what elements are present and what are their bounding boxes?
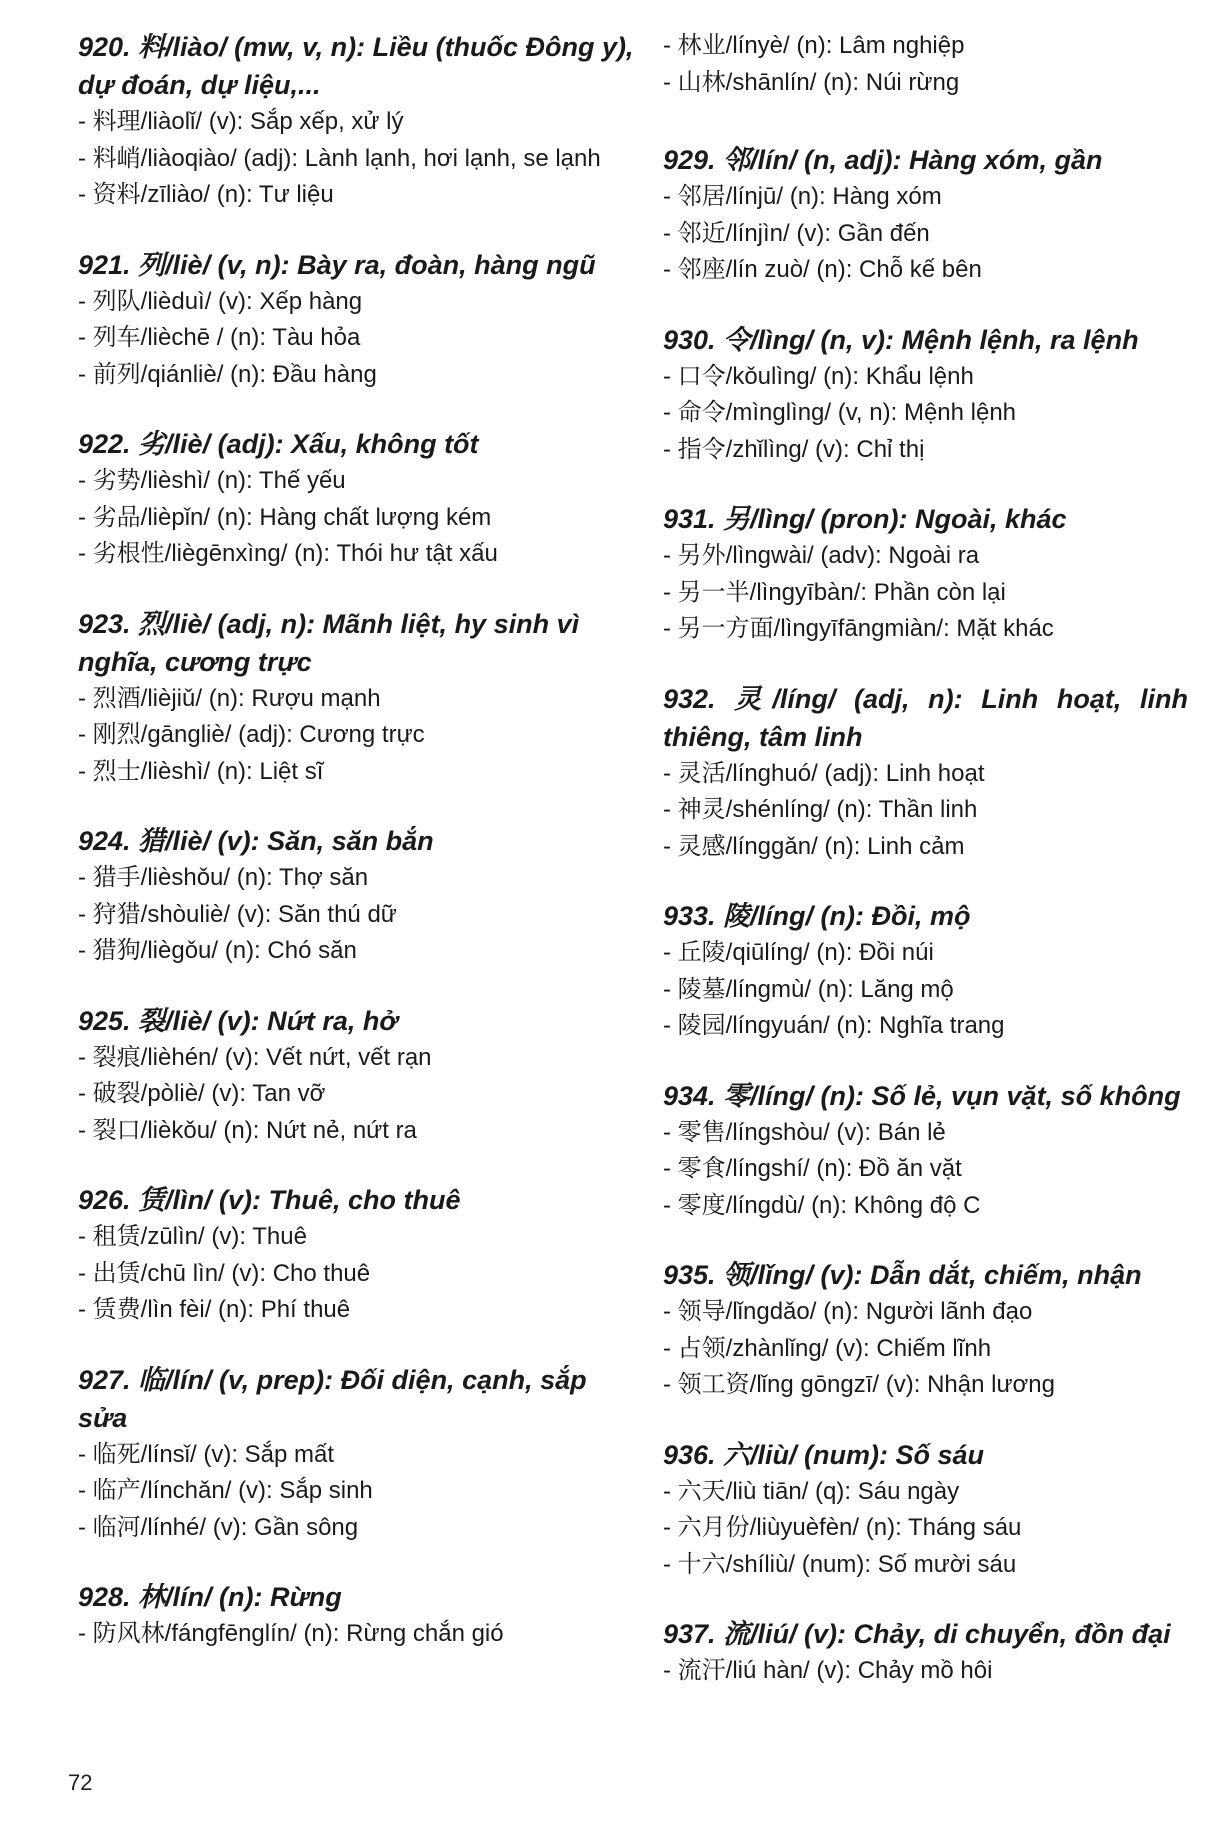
entry-headword: 932. 灵/líng/ (adj, n): Linh hoạt, linh thiêng, tâm linh [663, 683, 1188, 752]
example-list [663, 1115, 1188, 1225]
entry-931 [663, 500, 1188, 648]
example-list [78, 1616, 643, 1653]
right-column [663, 28, 1188, 1722]
example-item: - 零售/língshòu/ (v): Bán lẻ [663, 1115, 1188, 1152]
entry-headword: 937. 流/liú/ (v): Chảy, di chuyển, đồn đại [663, 1619, 1171, 1649]
example-item: - 料理/liàolǐ/ (v): Sắp xếp, xử lý [78, 104, 643, 141]
entry-headword: 922. 劣/liè/ (adj): Xấu, không tốt [78, 429, 479, 459]
example-list [78, 104, 643, 214]
example-item: - 劣品/lièpǐn/ (n): Hàng chất lượng kém [78, 500, 643, 537]
example-item: - 猎手/lièshǒu/ (n): Thợ săn [78, 860, 643, 897]
example-item: - 占领/zhànlǐng/ (v): Chiếm lĩnh [663, 1331, 1188, 1368]
example-list [663, 756, 1188, 866]
entry-924 [78, 822, 643, 970]
example-item: - 狩猎/shòuliè/ (v): Săn thú dữ [78, 897, 643, 934]
entry-920 [78, 28, 643, 214]
example-list [663, 1474, 1188, 1584]
example-item: - 领导/lǐngdǎo/ (n): Người lãnh đạo [663, 1294, 1188, 1331]
entry-923 [78, 605, 643, 791]
example-item: - 列队/lièduì/ (v): Xếp hàng [78, 284, 643, 321]
example-item: - 陵墓/língmù/ (n): Lăng mộ [663, 972, 1188, 1009]
example-item: - 山林/shānlín/ (n): Núi rừng [663, 65, 1188, 102]
example-item: - 破裂/pòliè/ (v): Tan vỡ [78, 1076, 643, 1113]
example-list [78, 860, 643, 970]
entry-929 [663, 141, 1188, 289]
example-item: - 丘陵/qiūlíng/ (n): Đồi núi [663, 935, 1188, 972]
example-list [663, 538, 1188, 648]
entry-926 [78, 1181, 643, 1329]
entry-933 [663, 897, 1188, 1045]
entry-928 [78, 1578, 643, 1653]
entry-headword: 923. 烈/liè/ (adj, n): Mãnh liệt, hy sinh vì nghĩa, cương trực [78, 608, 580, 677]
example-item: - 出赁/chū lìn/ (v): Cho thuê [78, 1256, 643, 1293]
example-item: - 六月份/liùyuèfèn/ (n): Tháng sáu [663, 1510, 1188, 1547]
example-item: - 列车/lièchē / (n): Tàu hỏa [78, 320, 643, 357]
entry-headword: 928. 林/lín/ (n): Rừng [78, 1582, 342, 1612]
example-list [663, 935, 1188, 1045]
example-item: - 领工资/lǐng gōngzī/ (v): Nhận lương [663, 1367, 1188, 1404]
entry-headword: 921. 列/liè/ (v, n): Bày ra, đoàn, hàng ngũ [78, 249, 596, 280]
example-list [78, 284, 643, 394]
example-list [663, 1294, 1188, 1404]
example-item: - 灵活/línghuó/ (adj): Linh hoạt [663, 756, 1188, 793]
example-list [78, 1219, 643, 1329]
example-item: - 料峭/liàoqiào/ (adj): Lành lạnh, hơi lạnh, se lạnh [78, 141, 643, 178]
example-item: - 另一方面/lìngyīfāngmiàn/: Mặt khác [663, 611, 1188, 648]
example-list [78, 1437, 643, 1547]
entry-935 [663, 1256, 1188, 1404]
entry-927 [78, 1361, 643, 1547]
entry-headword: 935. 领/lǐng/ (v): Dẫn dắt, chiếm, nhận [663, 1260, 1142, 1290]
example-item: - 神灵/shénlíng/ (n): Thần linh [663, 792, 1188, 829]
example-list [78, 681, 643, 791]
example-list [78, 463, 643, 573]
entry-headword: 925. 裂/liè/ (v): Nứt ra, hở [78, 1005, 398, 1036]
example-item: - 劣根性/liègēnxìng/ (n): Thói hư tật xấu [78, 536, 643, 573]
entry-932 [663, 680, 1188, 866]
example-item: - 林业/línyè/ (n): Lâm nghiệp [663, 28, 1188, 65]
example-list [663, 179, 1188, 289]
example-item: - 烈士/lièshì/ (n): Liệt sĩ [78, 754, 643, 791]
dictionary-page [78, 28, 1188, 1722]
example-item: - 劣势/lièshì/ (n): Thế yếu [78, 463, 643, 500]
entry-930 [663, 321, 1188, 469]
example-item: - 另外/lìngwài/ (adv): Ngoài ra [663, 538, 1188, 575]
entry-headword: 927. 临/lín/ (v, prep): Đối diện, cạnh, sắp sửa [78, 1364, 587, 1433]
entry-922 [78, 425, 643, 573]
example-item: - 烈酒/lièjiǔ/ (n): Rượu mạnh [78, 681, 643, 718]
example-list [663, 1653, 1188, 1690]
example-item: - 租赁/zūlìn/ (v): Thuê [78, 1219, 643, 1256]
entry-934 [663, 1077, 1188, 1225]
example-item: - 临死/línsǐ/ (v): Sắp mất [78, 1437, 643, 1474]
entry-925 [78, 1002, 643, 1150]
example-item: - 零食/língshí/ (n): Đồ ăn vặt [663, 1151, 1188, 1188]
example-item: - 六天/liù tiān/ (q): Sáu ngày [663, 1474, 1188, 1511]
entry-headword: 931. 另/lìng/ (pron): Ngoài, khác [663, 504, 1067, 534]
example-item: - 陵园/língyuán/ (n): Nghĩa trang [663, 1008, 1188, 1045]
example-item: - 指令/zhǐlìng/ (v): Chỉ thị [663, 432, 1188, 469]
example-item: - 资料/zīliào/ (n): Tư liệu [78, 177, 643, 214]
example-item: - 邻近/línjìn/ (v): Gần đến [663, 216, 1188, 253]
example-item: - 临河/línhé/ (v): Gần sông [78, 1510, 643, 1547]
example-item: - 邻座/lín zuò/ (n): Chỗ kế bên [663, 252, 1188, 289]
entry-937 [663, 1615, 1188, 1690]
example-item: - 前列/qiánliè/ (n): Đầu hàng [78, 357, 643, 394]
entry-headword: 924. 猎/liè/ (v): Săn, săn bắn [78, 826, 434, 856]
example-item: - 十六/shíliù/ (num): Số mười sáu [663, 1547, 1188, 1584]
entry-936 [663, 1436, 1188, 1584]
example-item: - 猎狗/liègǒu/ (n): Chó săn [78, 933, 643, 970]
entry-headword: 929. 邻/lín/ (n, adj): Hàng xóm, gần [663, 145, 1103, 175]
page-number: 72 [68, 1770, 93, 1795]
example-item: - 赁费/lìn fèi/ (n): Phí thuê [78, 1292, 643, 1329]
example-item: - 灵感/línggǎn/ (n): Linh cảm [663, 829, 1188, 866]
example-list [663, 28, 1188, 101]
entry-headword: 933. 陵/líng/ (n): Đồi, mộ [663, 901, 971, 931]
example-item: - 零度/língdù/ (n): Không độ C [663, 1188, 1188, 1225]
example-item: - 流汗/liú hàn/ (v): Chảy mồ hôi [663, 1653, 1188, 1690]
example-item: - 邻居/línjū/ (n): Hàng xóm [663, 179, 1188, 216]
example-item: - 裂口/lièkǒu/ (n): Nứt nẻ, nứt ra [78, 1113, 643, 1150]
example-item: - 防风林/fángfēnglín/ (n): Rừng chắn gió [78, 1616, 643, 1653]
left-column [78, 28, 643, 1722]
example-item: - 命令/mìnglìng/ (v, n): Mệnh lệnh [663, 395, 1188, 432]
entry-headword: 920. 料/liào/ (mw, v, n): Liều (thuốc Đông y), dự đoán, dự liệu,... [78, 32, 634, 100]
entry-928-continued [663, 28, 1188, 101]
entry-headword: 930. 令/lìng/ (n, v): Mệnh lệnh, ra lệnh [663, 324, 1139, 355]
entry-headword: 936. 六/liù/ (num): Số sáu [663, 1439, 985, 1470]
example-item: - 口令/kǒulìng/ (n): Khẩu lệnh [663, 359, 1188, 396]
example-item: - 临产/línchǎn/ (v): Sắp sinh [78, 1473, 643, 1510]
entry-headword: 926. 赁/lìn/ (v): Thuê, cho thuê [78, 1185, 461, 1215]
entry-headword: 934. 零/líng/ (n): Số lẻ, vụn vặt, số không [663, 1080, 1181, 1111]
entry-921 [78, 246, 643, 394]
example-item: - 裂痕/lièhén/ (v): Vết nứt, vết rạn [78, 1040, 643, 1077]
example-list [663, 359, 1188, 469]
example-list [78, 1040, 643, 1150]
example-item: - 刚烈/gāngliè/ (adj): Cương trực [78, 717, 643, 754]
example-item: - 另一半/lìngyībàn/: Phần còn lại [663, 575, 1188, 612]
